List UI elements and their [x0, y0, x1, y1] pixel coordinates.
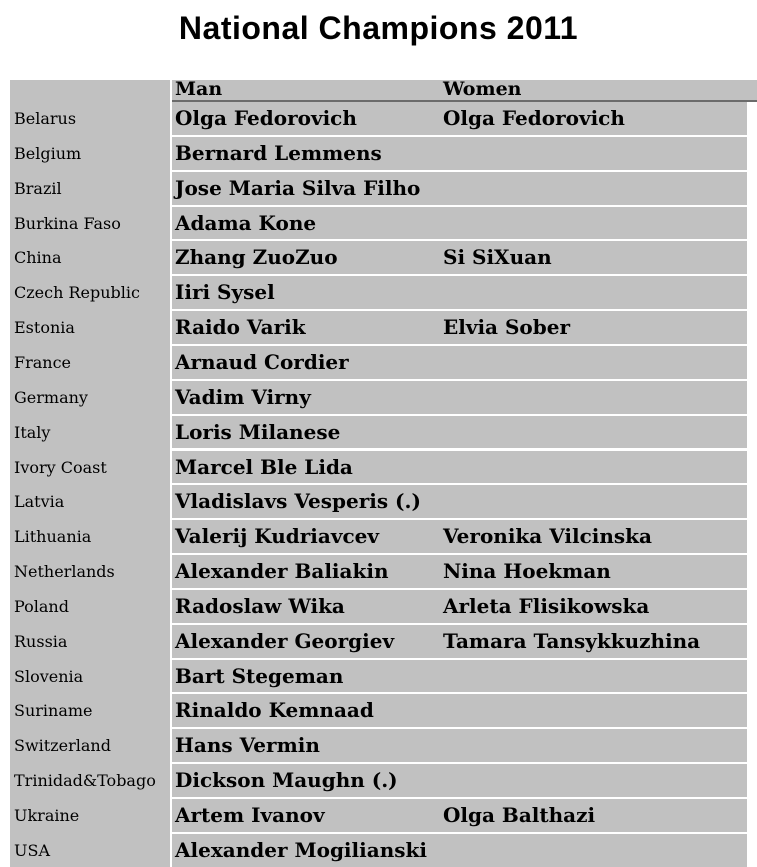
- man-champion-name: Jose Maria Silva Filho: [175, 175, 421, 200]
- champions-table: [10, 80, 757, 867]
- man-champion-name: Olga Fedorovich: [175, 106, 357, 130]
- table-row: [172, 799, 747, 832]
- country-label: Switzerland: [14, 736, 111, 756]
- country-label: Trinidad&Tobago: [14, 771, 156, 791]
- table-row: [172, 520, 747, 553]
- table-row: [172, 416, 747, 449]
- woman-champion-name: Veronika Vilcinska: [443, 524, 652, 549]
- country-label: USA: [14, 840, 50, 860]
- woman-champion-name: Olga Balthazi: [443, 803, 596, 827]
- country-label: Latvia: [14, 492, 65, 512]
- man-champion-name: Arnaud Cordier: [175, 349, 349, 374]
- table-row: [172, 311, 747, 344]
- country-label: Brazil: [14, 178, 62, 198]
- man-champion-name: Vladislavs Vesperis (.): [175, 489, 421, 514]
- country-label: Germany: [14, 387, 88, 407]
- country-label: China: [14, 248, 62, 268]
- man-champion-name: Raido Varik: [175, 315, 306, 340]
- table-row: [172, 660, 747, 693]
- table-row: [172, 276, 747, 309]
- country-label: Ivory Coast: [14, 457, 107, 477]
- country-label: Lithuania: [14, 527, 92, 547]
- country-label: Italy: [14, 422, 51, 442]
- man-champion-name: Adama Kone: [175, 210, 317, 235]
- man-champion-name: Hans Vermin: [175, 733, 320, 758]
- man-champion-name: Alexander Georgiev: [175, 628, 395, 653]
- country-label: France: [14, 352, 72, 372]
- woman-champion-name: Arleta Flisikowska: [443, 593, 650, 618]
- woman-champion-name: Elvia Sober: [443, 315, 571, 340]
- country-label: Belgium: [14, 143, 82, 163]
- table-row: [172, 207, 747, 240]
- man-champion-name: Dickson Maughn (.): [175, 768, 398, 793]
- country-label: Belarus: [14, 109, 77, 128]
- man-champion-name: Loris Milanese: [175, 419, 341, 444]
- man-champion-name: Bart Stegeman: [175, 663, 344, 688]
- woman-champion-name: Si SiXuan: [443, 245, 552, 270]
- country-label: Netherlands: [14, 562, 115, 582]
- woman-champion-name: Nina Hoekman: [443, 559, 611, 584]
- table-row: [172, 241, 747, 274]
- man-champion-name: Iiri Sysel: [175, 280, 275, 305]
- page-title: National Champions 2011: [178, 10, 579, 46]
- woman-champion-name: Tamara Tansykkuzhina: [443, 628, 701, 653]
- man-champion-name: Valerij Kudriavcev: [175, 524, 380, 549]
- table-header-row: [172, 80, 757, 102]
- country-label: Suriname: [14, 701, 93, 721]
- woman-champion-name: Olga Fedorovich: [443, 106, 625, 130]
- man-champion-name: Bernard Lemmens: [175, 140, 382, 165]
- table-row: [172, 764, 747, 797]
- country-label: Russia: [14, 631, 68, 651]
- table-row: [172, 590, 747, 623]
- country-label: Estonia: [14, 318, 75, 338]
- table-row: [172, 834, 747, 867]
- man-champion-name: Zhang ZuoZuo: [175, 245, 338, 270]
- man-champion-name: Rinaldo Kemnaad: [175, 698, 374, 723]
- table-row: [172, 381, 747, 414]
- table-row: [172, 102, 747, 135]
- man-champion-name: Artem Ivanov: [175, 803, 325, 827]
- country-label: Ukraine: [14, 806, 80, 825]
- country-label: Poland: [14, 596, 69, 616]
- country-label: Burkina Faso: [14, 213, 121, 233]
- man-champion-name: Marcel Ble Lida: [175, 454, 353, 479]
- man-champion-name: Alexander Mogilianski: [175, 837, 427, 862]
- table-row: [172, 625, 747, 658]
- table-row: [172, 451, 747, 484]
- table-row: [172, 172, 747, 205]
- table-row: [172, 729, 747, 762]
- table-row: [172, 346, 747, 379]
- country-label: Slovenia: [14, 666, 84, 686]
- table-row: [172, 694, 747, 727]
- man-champion-name: Radoslaw Wika: [175, 593, 345, 618]
- country-label: Czech Republic: [14, 283, 140, 303]
- country-column: [10, 80, 170, 867]
- table-row: [172, 137, 747, 170]
- column-header-man: Man: [175, 78, 223, 100]
- column-header-women: Women: [443, 78, 522, 100]
- table-row: [172, 555, 747, 588]
- man-champion-name: Alexander Baliakin: [175, 559, 389, 584]
- table-body: [172, 102, 747, 867]
- table-row: [172, 485, 747, 518]
- man-champion-name: Vadim Virny: [175, 384, 311, 409]
